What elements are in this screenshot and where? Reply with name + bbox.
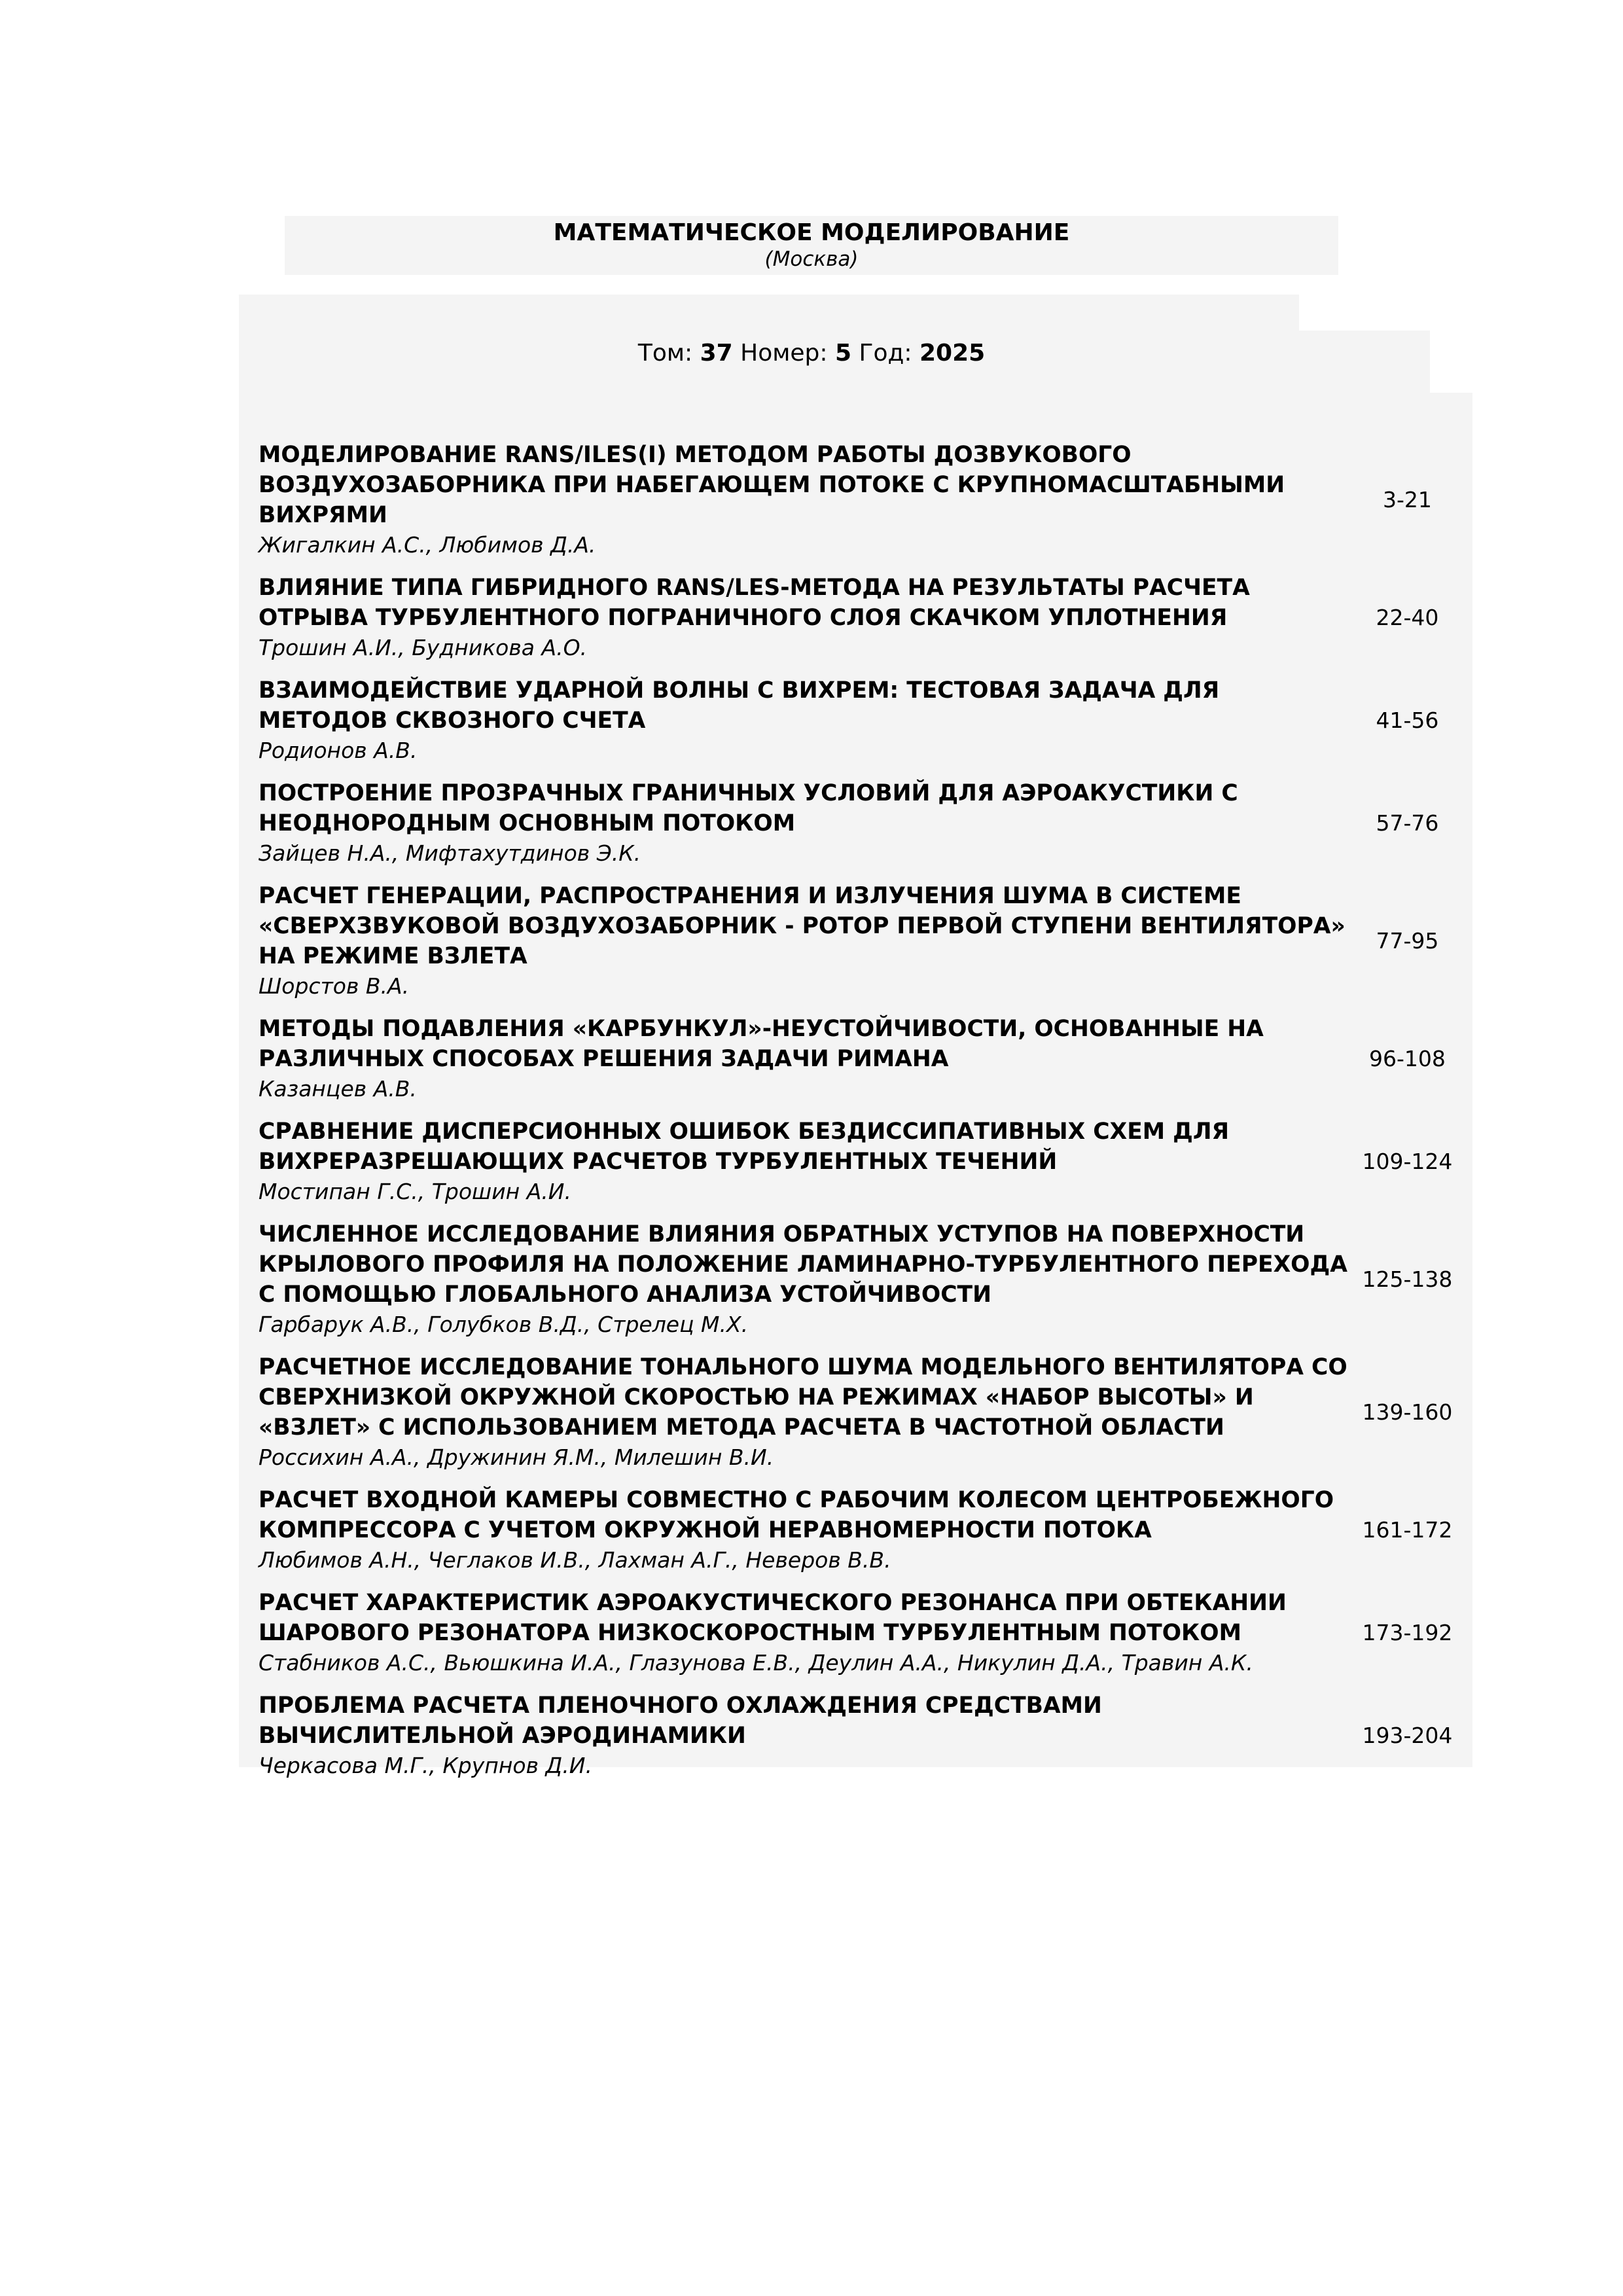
article-authors[interactable]: Шорстов В.А. [259, 973, 410, 999]
issue-info [239, 334, 1384, 373]
article-title[interactable]: ЧИСЛЕННОЕ ИССЛЕДОВАНИЕ ВЛИЯНИЯ ОБРАТНЫХ УСТУПОВ НА ПОВЕРХНОСТИ КРЫЛОВОГО ПРОФИЛЯ НА ПОЛОЖЕНИЕ ЛАМИНАРНО-ТУРБУЛЕНТНОГО ПЕРЕХОДА С ПОМОЩЬЮ ГЛОБАЛЬНОГО АНАЛИЗА УСТОЙЧИВОСТИ [259, 1221, 1347, 1308]
article-list [259, 440, 1463, 1793]
article-info [259, 1691, 1352, 1781]
volume-label: Том: [637, 340, 693, 367]
article-pages: 161-172 [1362, 1517, 1453, 1543]
article-pages: 57-76 [1376, 810, 1439, 836]
article-authors[interactable]: Стабников А.С., Вьюшкина И.А., Глазунова Е.В., Деулин А.А., Никулин Д.А., Травин А.К. [259, 1650, 1253, 1676]
article-info [259, 1485, 1352, 1575]
article-title[interactable]: МОДЕЛИРОВАНИЕ RANS/ILES(I) МЕТОДОМ РАБОТЫ ДОЗВУКОВОГО ВОЗДУХОЗАБОРНИКА ПРИ НАБЕГАЮЩЕМ ПОТОКЕ С КРУПНОМАСШТАБНЫМИ ВИХРЯМИ [259, 442, 1285, 528]
article-row [259, 1219, 1463, 1340]
article-pages: 77-95 [1376, 928, 1439, 954]
article-authors[interactable]: Любимов А.Н., Чеглаков И.В., Лахман А.Г., Неверов В.В. [259, 1547, 891, 1573]
article-authors[interactable]: Жигалкин А.С., Любимов Д.А. [259, 532, 596, 558]
article-pages: 125-138 [1362, 1266, 1453, 1292]
article-title[interactable]: РАСЧЕТ ВХОДНОЙ КАМЕРЫ СОВМЕСТНО С РАБОЧИМ КОЛЕСОМ ЦЕНТРОБЕЖНОГО КОМПРЕССОРА С УЧЕТОМ ОКРУЖНОЙ НЕРАВНОМЕРНОСТИ ПОТОКА [259, 1487, 1334, 1543]
article-row [259, 1588, 1463, 1678]
article-row [259, 675, 1463, 766]
article-pages: 109-124 [1362, 1149, 1453, 1174]
article-row [259, 881, 1463, 1001]
article-row [259, 440, 1463, 560]
article-title[interactable]: СРАВНЕНИЕ ДИСПЕРСИОННЫХ ОШИБОК БЕЗДИССИПАТИВНЫХ СХЕМ ДЛЯ ВИХРЕРАЗРЕШАЮЩИХ РАСЧЕТОВ ТУРБУЛЕНТНЫХ ТЕЧЕНИЙ [259, 1119, 1230, 1175]
article-row [259, 1352, 1463, 1473]
article-title[interactable]: МЕТОДЫ ПОДАВЛЕНИЯ «КАРБУНКУЛ»-НЕУСТОЙЧИВОСТИ, ОСНОВАННЫЕ НА РАЗЛИЧНЫХ СПОСОБАХ РЕШЕНИЯ ЗАДАЧИ РИМАНА [259, 1016, 1264, 1072]
journal-title: МАТЕМАТИЧЕСКОЕ МОДЕЛИРОВАНИЕ [553, 219, 1070, 246]
article-info [259, 573, 1352, 663]
article-authors[interactable]: Гарбарук А.В., Голубков В.Д., Стрелец М.Х. [259, 1312, 749, 1337]
article-row [259, 1117, 1463, 1207]
article-title[interactable]: ПРОБЛЕМА РАСЧЕТА ПЛЕНОЧНОГО ОХЛАЖДЕНИЯ СРЕДСТВАМИ ВЫЧИСЛИТЕЛЬНОЙ АЭРОДИНАМИКИ [259, 1693, 1102, 1749]
article-info [259, 1352, 1352, 1473]
article-info [259, 1219, 1352, 1340]
article-title[interactable]: РАСЧЕТНОЕ ИССЛЕДОВАНИЕ ТОНАЛЬНОГО ШУМА МОДЕЛЬНОГО ВЕНТИЛЯТОРА СО СВЕРХНИЗКОЙ ОКРУЖНОЙ СКОРОСТЬЮ НА РЕЖИМАХ «НАБОР ВЫСОТЫ» И «ВЗЛЕТ» С ИСПОЛЬЗОВАНИЕМ МЕТОДА РАСЧЕТА В ЧАСТОТНОЙ ОБЛАСТИ [259, 1354, 1347, 1441]
article-authors[interactable]: Трошин А.И., Будникова А.О. [259, 635, 588, 660]
article-authors[interactable]: Мостипан Г.С., Трошин А.И. [259, 1179, 571, 1204]
article-pages: 41-56 [1376, 708, 1439, 733]
volume-value[interactable]: 37 [700, 340, 733, 367]
article-authors[interactable]: Россихин А.А., Дружинин Я.М., Милешин В.И. [259, 1444, 774, 1470]
article-authors[interactable]: Родионов А.В. [259, 738, 418, 763]
article-info [259, 778, 1352, 869]
journal-header [285, 216, 1338, 275]
article-pages: 22-40 [1376, 605, 1439, 630]
article-pages: 96-108 [1369, 1046, 1446, 1071]
article-authors[interactable]: Черкасова М.Г., Крупнов Д.И. [259, 1753, 592, 1778]
article-pages: 139-160 [1362, 1399, 1453, 1425]
article-row [259, 1691, 1463, 1781]
article-pages: 3-21 [1383, 487, 1432, 512]
article-row [259, 778, 1463, 869]
article-info [259, 1014, 1352, 1104]
number-label: Номер: [740, 340, 828, 367]
table-of-contents [239, 393, 1472, 1778]
article-row [259, 1485, 1463, 1575]
article-title[interactable]: ПОСТРОЕНИЕ ПРОЗРАЧНЫХ ГРАНИЧНЫХ УСЛОВИЙ ДЛЯ АЭРОАКУСТИКИ С НЕОДНОРОДНЫМ ОСНОВНЫМ ПОТОКОМ [259, 780, 1238, 836]
article-info [259, 881, 1352, 1001]
article-title[interactable]: ВЛИЯНИЕ ТИПА ГИБРИДНОГО RANS/LES-МЕТОДА НА РЕЗУЛЬТАТЫ РАСЧЕТА ОТРЫВА ТУРБУЛЕНТНОГО ПОГРАНИЧНОГО СЛОЯ СКАЧКОМ УПЛОТНЕНИЯ [259, 575, 1250, 631]
article-title[interactable]: РАСЧЕТ ХАРАКТЕРИСТИК АЭРОАКУСТИЧЕСКОГО РЕЗОНАНСА ПРИ ОБТЕКАНИИ ШАРОВОГО РЕЗОНАТОРА НИЗКОСКОРОСТНЫМ ТУРБУЛЕНТНЫМ ПОТОКОМ [259, 1590, 1287, 1646]
article-row [259, 573, 1463, 663]
article-authors[interactable]: Зайцев Н.А., Мифтахутдинов Э.К. [259, 840, 641, 866]
year-value[interactable]: 2025 [919, 340, 986, 367]
article-info [259, 440, 1352, 560]
article-authors[interactable]: Казанцев А.В. [259, 1076, 417, 1102]
number-value[interactable]: 5 [835, 340, 852, 367]
article-row [259, 1014, 1463, 1104]
article-pages: 193-204 [1362, 1723, 1453, 1748]
year-label: Год: [859, 340, 912, 367]
article-info [259, 1588, 1352, 1678]
article-title[interactable]: ВЗАИМОДЕЙСТВИЕ УДАРНОЙ ВОЛНЫ С ВИХРЕМ: ТЕСТОВАЯ ЗАДАЧА ДЛЯ МЕТОДОВ СКВОЗНОГО СЧЕТА [259, 677, 1220, 734]
article-pages: 173-192 [1362, 1620, 1453, 1645]
article-info [259, 675, 1352, 766]
journal-city: (Москва) [764, 247, 859, 271]
article-title[interactable]: РАСЧЕТ ГЕНЕРАЦИИ, РАСПРОСТРАНЕНИЯ И ИЗЛУЧЕНИЯ ШУМА В СИСТЕМЕ «СВЕРХЗВУКОВОЙ ВОЗДУХОЗАБОРНИК - РОТОР ПЕРВОЙ СТУПЕНИ ВЕНТИЛЯТОРА» НА РЕЖИМЕ ВЗЛЕТА [259, 883, 1346, 969]
article-info [259, 1117, 1352, 1207]
